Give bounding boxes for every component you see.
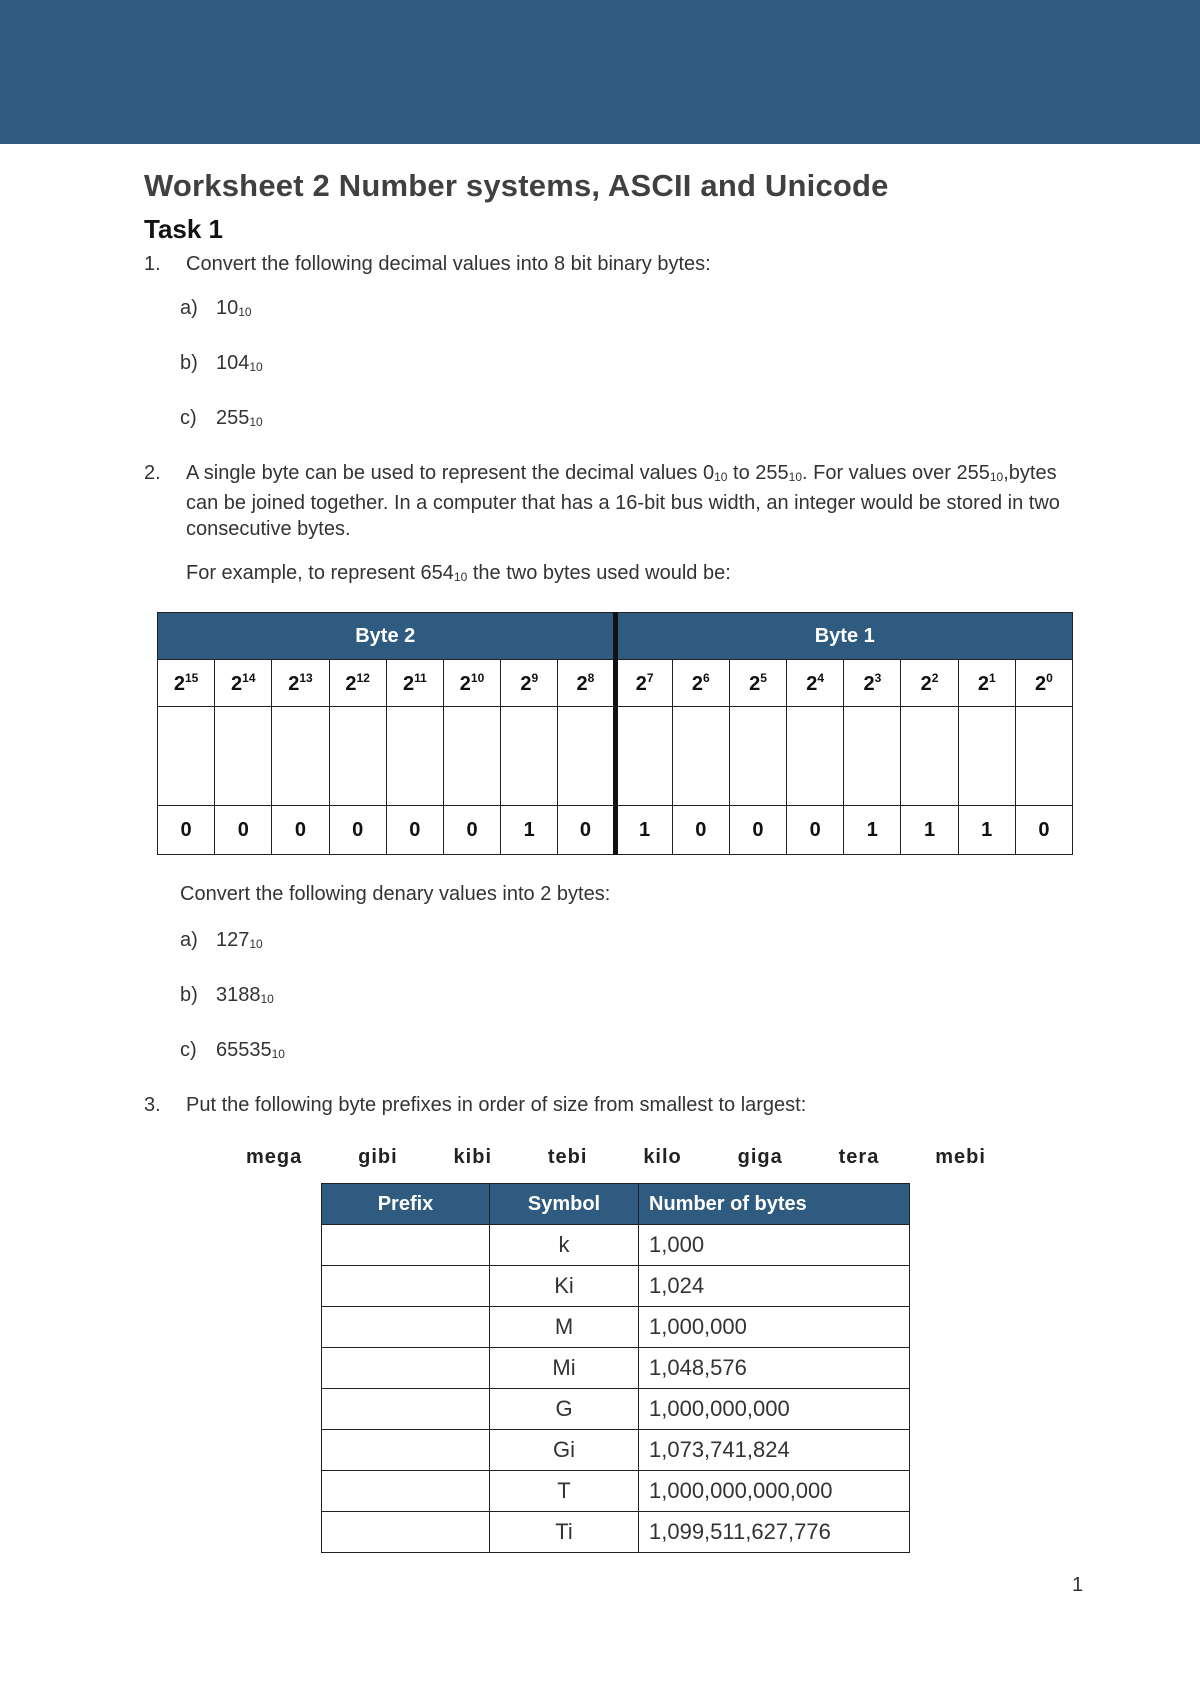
power-exponent: 0 [1046,670,1053,685]
power-exponent: 15 [184,670,199,685]
question-text: Convert the following decimal values into 8 bit binary bytes: [186,253,711,275]
working-cell[interactable] [901,707,958,806]
bit-cell: 0 [558,806,615,855]
sub-question-value: 127 [216,929,250,951]
sub-question [180,927,1084,957]
power-cell [329,660,386,707]
prefix-answer-cell[interactable] [322,1430,490,1471]
power-base: 2 [920,672,932,695]
bit-cell: 1 [958,806,1015,855]
power-cell [958,660,1015,707]
power-cell [158,660,215,707]
example-sub: 10 [453,570,468,584]
symbol-cell: Ti [490,1512,639,1553]
working-cell[interactable] [443,707,500,806]
power-exponent: 3 [874,670,882,685]
q2-text-c: . For values over 255 [802,462,990,484]
power-cell [901,660,958,707]
table-row [322,1307,910,1348]
task-heading: Task 1 [144,214,224,244]
symbol-cell: Mi [490,1348,639,1389]
bytes-cell: 1,000,000 [639,1307,910,1348]
power-base: 2 [1035,672,1047,695]
power-cell [501,660,558,707]
question-number: 1. [144,253,161,275]
power-base: 2 [576,672,588,695]
question-number: 3. [144,1094,161,1116]
power-cell [272,660,329,707]
power-cell [672,660,729,707]
sub-question-base: 10 [249,937,263,951]
power-exponent: 9 [531,670,539,685]
power-base: 2 [749,672,761,695]
bit-cell: 0 [1015,806,1072,855]
power-cell [558,660,615,707]
power-cell [443,660,500,707]
prefix-word-list [246,1146,986,1169]
power-base: 2 [288,672,300,695]
power-cell [787,660,844,707]
sub-question-label: a) [180,929,198,951]
bit-cell: 1 [844,806,901,855]
bit-cell: 1 [615,806,672,855]
q2-sub-b: 10 [788,470,802,484]
working-row [158,707,1073,806]
power-exponent: 6 [703,670,710,685]
question-1 [144,251,1084,277]
bytes-cell: 1,000,000,000,000 [639,1471,910,1512]
sub-question-base: 10 [249,360,263,374]
working-cell[interactable] [1015,707,1072,806]
prefix-table [321,1183,910,1553]
working-cell[interactable] [215,707,272,806]
bit-cell: 0 [787,806,844,855]
sub-question-label: c) [180,407,197,429]
working-cell[interactable] [558,707,615,806]
prefix-word: kilo [643,1146,682,1168]
bits-row [158,806,1073,855]
sub-question [180,982,1084,1012]
symbol-header: Symbol [490,1184,639,1225]
bit-cell: 1 [501,806,558,855]
table-row [322,1266,910,1307]
power-base: 2 [806,672,818,695]
working-cell[interactable] [672,707,729,806]
power-exponent: 8 [587,670,595,685]
symbol-cell: T [490,1471,639,1512]
power-base: 2 [173,672,185,695]
power-exponent: 2 [931,670,939,685]
q2-example [144,560,1084,590]
symbol-cell: Ki [490,1266,639,1307]
working-cell[interactable] [386,707,443,806]
example-text-b: the two bytes used would be: [467,562,731,584]
prefix-word: tera [838,1146,880,1168]
table-row [322,1348,910,1389]
header-band [0,0,1200,144]
bit-cell: 0 [672,806,729,855]
sub-question-base: 10 [249,415,263,429]
power-cell [1015,660,1072,707]
working-cell[interactable] [729,707,786,806]
symbol-cell: Gi [490,1430,639,1471]
prefix-answer-cell[interactable] [322,1348,490,1389]
working-cell[interactable] [615,707,672,806]
question-text: Put the following byte prefixes in order of size from smallest to largest: [186,1094,807,1116]
power-exponent: 5 [760,670,767,685]
prefix-word: giga [737,1146,783,1168]
power-exponent: 1 [988,670,996,685]
power-base: 2 [345,672,357,695]
bit-cell: 0 [443,806,500,855]
working-cell[interactable] [844,707,901,806]
byte-table [157,612,1073,855]
bytes-cell: 1,024 [639,1266,910,1307]
working-cell[interactable] [787,707,844,806]
working-cell[interactable] [158,707,215,806]
working-cell[interactable] [272,707,329,806]
sub-question [180,295,1084,325]
sub-question-label: c) [180,1039,197,1061]
worksheet-content [144,168,1084,1553]
prefix-header: Prefix [322,1184,490,1225]
bit-cell: 0 [329,806,386,855]
working-cell[interactable] [501,707,558,806]
prefix-word: gibi [358,1146,398,1168]
byte2-header: Byte 2 [158,613,616,660]
sub-question [180,1037,1084,1067]
power-base: 2 [691,672,703,695]
bit-cell: 0 [158,806,215,855]
prefix-answer-cell[interactable] [322,1389,490,1430]
question-number: 2. [144,462,161,484]
question-3 [144,1092,1084,1118]
power-base: 2 [459,672,471,695]
powers-row [158,660,1073,707]
symbol-cell: M [490,1307,639,1348]
sub-question-value: 65535 [216,1039,272,1061]
table-row [322,1512,910,1553]
sub-question-base: 10 [238,305,252,319]
power-exponent: 11 [414,670,427,685]
bytes-cell: 1,099,511,627,776 [639,1512,910,1553]
sub-question-label: a) [180,297,198,319]
prefix-word: tebi [547,1146,588,1168]
power-cell [386,660,443,707]
page-title: Worksheet 2 Number systems, ASCII and Unicode [144,168,889,203]
sub-question-base: 10 [260,992,274,1006]
prefix-word: mebi [935,1146,986,1168]
bytes-cell: 1,000 [639,1225,910,1266]
q2-sub-a: 10 [714,470,728,484]
bit-cell: 1 [901,806,958,855]
byte1-header: Byte 1 [615,613,1073,660]
example-text-a: For example, to represent 654 [186,562,454,584]
power-cell [844,660,901,707]
q2-text-b: to 255 [727,462,789,484]
sub-question-value: 10 [216,297,239,319]
sub-question [180,350,1084,380]
sub-question-label: b) [180,984,198,1006]
prefix-answer-cell[interactable] [322,1512,490,1553]
bit-cell: 0 [215,806,272,855]
sub-question-base: 10 [271,1047,285,1061]
table-row [322,1471,910,1512]
bytes-cell: 1,073,741,824 [639,1430,910,1471]
power-base: 2 [635,672,647,695]
sub-question-value: 104 [216,352,250,374]
page-number: 1 [1072,1574,1084,1596]
sub-question-value: 255 [216,407,250,429]
bytes-header: Number of bytes [639,1184,910,1225]
bit-cell: 0 [272,806,329,855]
power-exponent: 13 [299,670,313,685]
working-cell[interactable] [958,707,1015,806]
power-exponent: 7 [646,670,654,685]
bit-cell: 0 [729,806,786,855]
prefix-answer-cell[interactable] [322,1225,490,1266]
symbol-cell: G [490,1389,639,1430]
working-cell[interactable] [329,707,386,806]
bytes-cell: 1,048,576 [639,1348,910,1389]
q2-text-a: A single byte can be used to represent the decimal values 0 [186,462,715,484]
prefix-word: mega [246,1146,303,1168]
convert-instruction: Convert the following denary values into 2 bytes: [180,883,611,905]
sub-question [180,405,1084,435]
bytes-cell: 1,000,000,000 [639,1389,910,1430]
power-base: 2 [231,672,243,695]
power-cell [615,660,672,707]
power-base: 2 [977,672,989,695]
table-row [322,1225,910,1266]
sub-question-label: b) [180,352,198,374]
question-2 [144,460,1084,542]
bit-cell: 0 [386,806,443,855]
table-row [322,1389,910,1430]
power-exponent: 4 [817,670,825,685]
table-row [322,1430,910,1471]
power-exponent: 10 [470,670,485,685]
prefix-answer-cell[interactable] [322,1266,490,1307]
prefix-word: kibi [453,1146,492,1168]
power-exponent: 12 [356,670,370,685]
power-cell [729,660,786,707]
prefix-answer-cell[interactable] [322,1471,490,1512]
power-exponent: 14 [242,670,256,685]
q2-sub-c: 10 [989,470,1004,484]
power-base: 2 [402,672,415,695]
power-base: 2 [520,672,532,695]
power-base: 2 [863,672,875,695]
power-cell [215,660,272,707]
q2-text-d: ,bytes can be joined together. In a computer that has a 16-bit bus width, an integer would be stored in two consecutive bytes. [186,462,1060,540]
prefix-answer-cell[interactable] [322,1307,490,1348]
sub-question-value: 3188 [216,984,261,1006]
symbol-cell: k [490,1225,639,1266]
